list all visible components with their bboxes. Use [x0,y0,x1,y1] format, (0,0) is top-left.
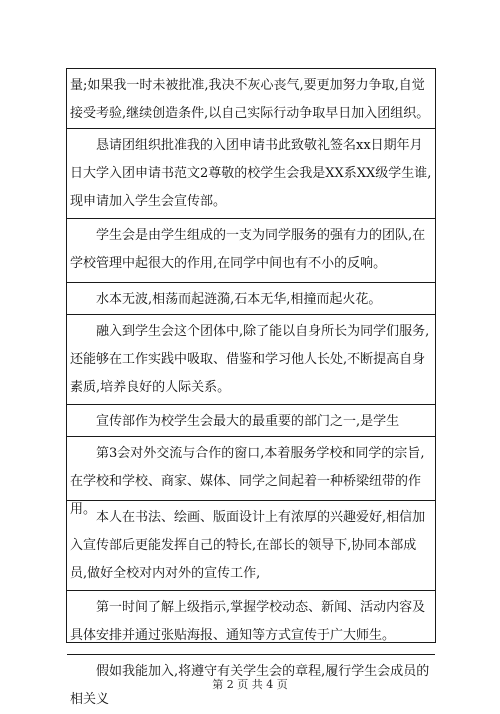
paragraph-8: 本人在书法、绘画、版面设计上有浓厚的兴趣爱好,相信加入宣传部后更能发挥自己的特长,在部长的领导下,协同本部成员,做好全校对内对外的宣传工作, [67,501,435,591]
paragraph-10: 假如我能加入,将遵守有关学生会的章程,履行学生会成员的相关义 [70,664,430,707]
paragraph-5: 融入到学生会这个团体中,除了能以自身所长为同学们服务,还能够在工作实践中吸取、借鉴和学习他人长处,不断提高自身素质,培养良好的人际关系。 [67,315,435,405]
paragraph-3: 学生会是由学生组成的一支为同学服务的强有力的团队,在学校管理中起很大的作用,在同学中间也有不小的反响。 [67,219,435,283]
paragraph-6: 宣传部作为校学生会最大的最重要的部门之一,是学生 [67,405,435,437]
paragraph-1: 量;如果我一时未被批准,我决不灰心丧气,要更加努力争取,自觉接受考验,继续创造条件,以自己实际行动争取早日加入团组织。 [67,69,435,129]
paragraph-4: 水本无波,相荡而起涟漪,石本无华,相撞而起火花。 [67,283,435,315]
paragraph-2: 恳请团组织批准我的入团申请书此致敬礼签名xx日期年月日大学入团申请书范文2尊敬的校学生会我是XX系XX级学生谁,现申请加入学生会宣传部。 [67,129,435,219]
page-number-footer: 第 2 页 共 4 页 [212,678,288,691]
paragraph-9: 第一时间了解上级指示,掌握学校动态、新闻、活动内容及具体安排并通过张贴海报、通知等方式宣传于广大师生。 [67,591,435,655]
paragraph-7: 第3会对外交流与合作的窗口,本着服务学校和同学的宗旨,在学校和学校、商家、媒体、同学之间起着一种桥梁纽带的作用。 [67,437,435,501]
